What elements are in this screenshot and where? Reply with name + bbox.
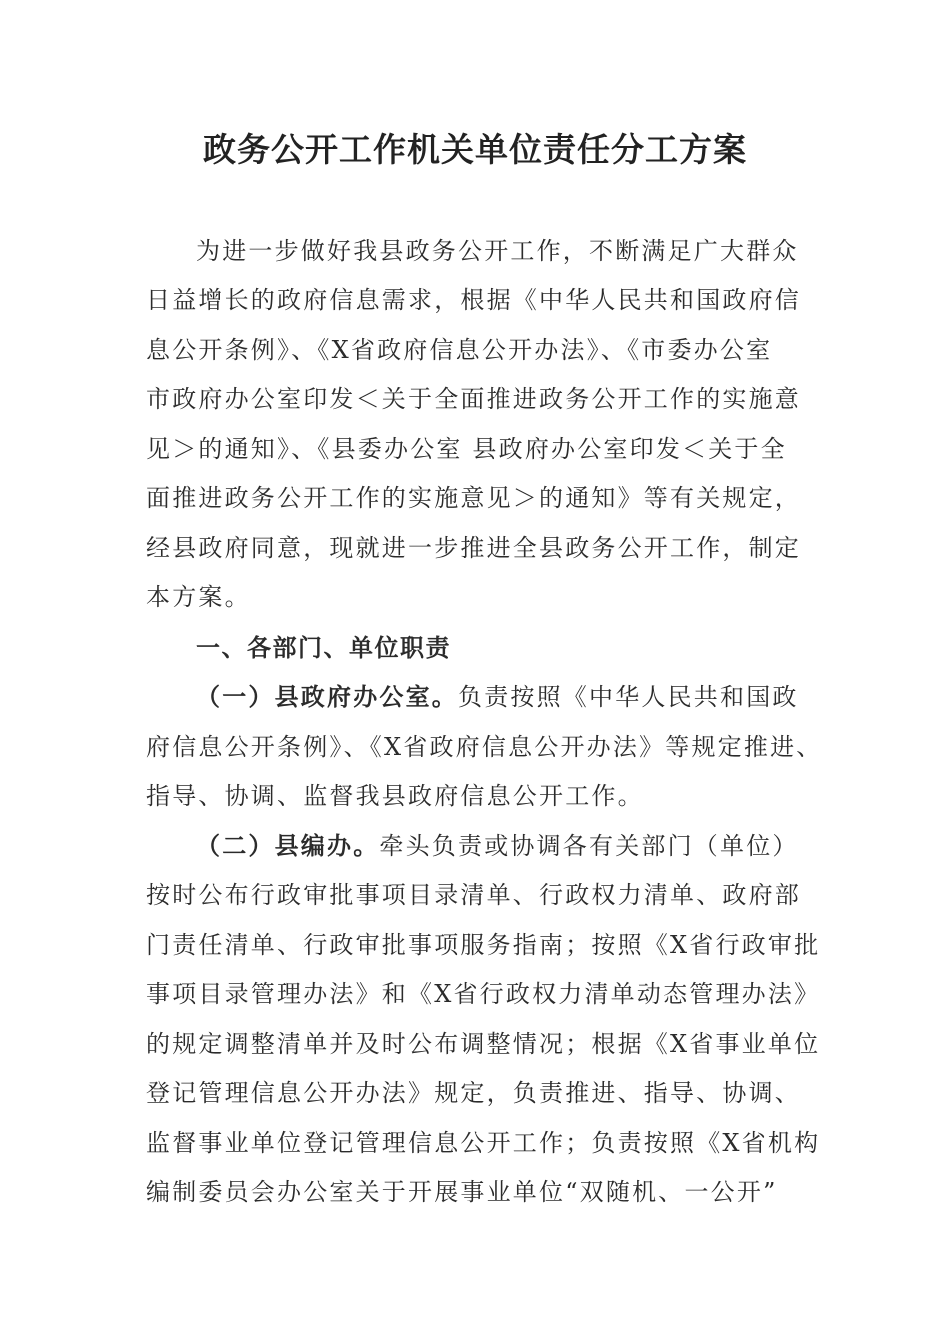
section-heading: 一、各部门、单位职责 bbox=[196, 634, 451, 662]
item2-line-3: 门责任清单、行政审批事项服务指南；按照《X省行政审批 bbox=[146, 931, 821, 959]
item1-first-line bbox=[196, 682, 799, 712]
intro-line-1: 为进一步做好我县政务公开工作，不断满足广大群众 bbox=[196, 237, 799, 265]
item1-first-text: 负责按照《中华人民共和国政 bbox=[458, 683, 799, 711]
document-title: 政务公开工作机关单位责任分工方案 bbox=[203, 130, 747, 169]
item2-line-4: 事项目录管理办法》和《X省行政权力清单动态管理办法》 bbox=[146, 980, 821, 1008]
item2-line-8: 编制委员会办公室关于开展事业单位“双随机、一公开” bbox=[146, 1178, 778, 1206]
intro-line-5: 见＞的通知》、《县委办公室 县政府办公室印发＜关于全 bbox=[146, 435, 787, 463]
item1-line-2: 府信息公开条例》、《X省政府信息公开办法》等规定推进、 bbox=[146, 733, 823, 761]
item2-line-6: 登记管理信息公开办法》规定，负责推进、指导、协调、 bbox=[146, 1079, 801, 1107]
intro-line-3: 息公开条例》、《X省政府信息公开办法》、《市委办公室 bbox=[146, 336, 773, 364]
item2-line-7: 监督事业单位登记管理信息公开工作；负责按照《X省机构 bbox=[146, 1129, 821, 1157]
item2-first-text: 牵头负责或协调各有关部门（单位） bbox=[379, 832, 799, 860]
intro-line-2: 日益增长的政府信息需求，根据《中华人民共和国政府信 bbox=[146, 286, 801, 314]
intro-line-7: 经县政府同意，现就进一步推进全县政务公开工作，制定 bbox=[146, 534, 801, 562]
item1-lead: （一）县政府办公室。 bbox=[196, 682, 458, 711]
item2-line-2: 按时公布行政审批事项目录清单、行政权力清单、政府部 bbox=[146, 881, 801, 909]
intro-line-6: 面推进政务公开工作的实施意见＞的通知》等有关规定， bbox=[146, 484, 801, 512]
item2-lead: （二）县编办。 bbox=[196, 831, 380, 860]
item1-line-3: 指导、协调、监督我县政府信息公开工作。 bbox=[146, 782, 644, 810]
item2-first-line bbox=[196, 831, 799, 861]
item2-line-5: 的规定调整清单并及时公布调整情况；根据《X省事业单位 bbox=[146, 1030, 821, 1058]
intro-line-4: 市政府办公室印发＜关于全面推进政务公开工作的实施意 bbox=[146, 385, 801, 413]
intro-line-8: 本方案。 bbox=[146, 583, 251, 611]
